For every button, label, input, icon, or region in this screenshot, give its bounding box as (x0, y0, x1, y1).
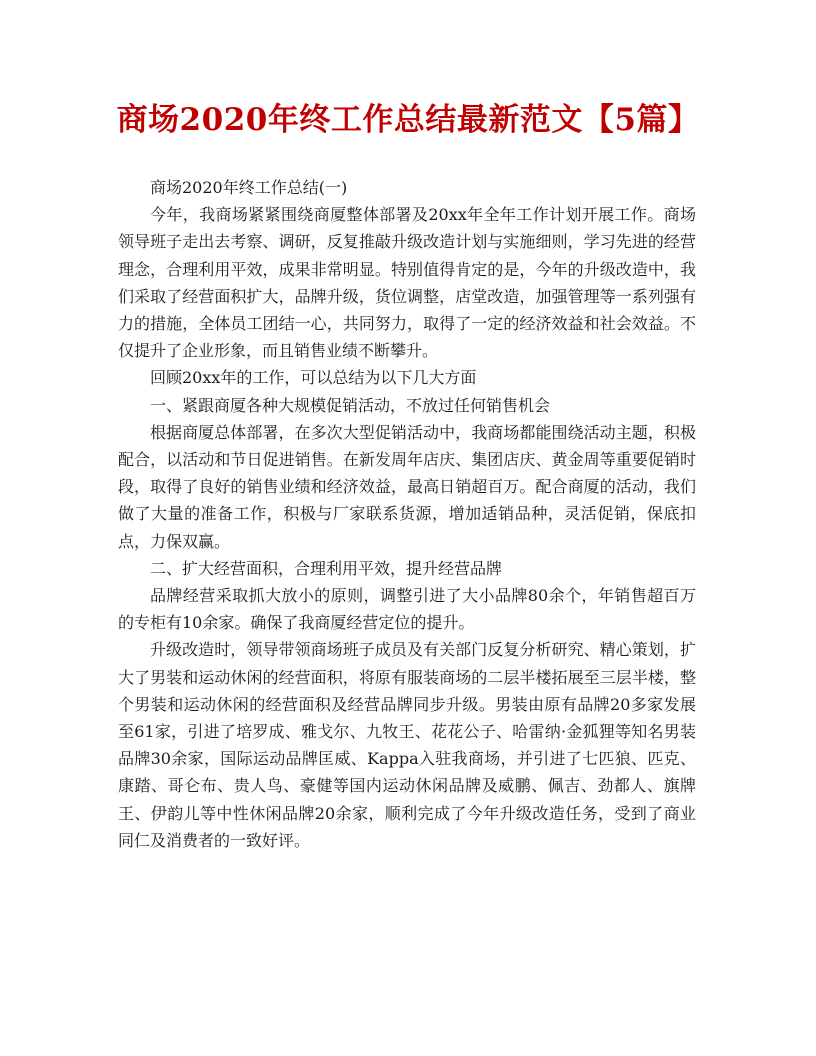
document-body (118, 174, 696, 854)
body-paragraph: 回顾20xx年的工作，可以总结为以下几大方面 (150, 368, 477, 388)
document-title: 商场2020年终工作总结最新范文【5篇】 (116, 102, 700, 138)
body-paragraph: 根据商厦总体部署，在多次大型促销活动中，我商场都能围绕活动主题，积极配合，以活动和节日促进销售。在新发周年店庆、集团店庆、黄金周等重要促销时段，取得了良好的销售业绩和经济效益，最高日销超百万。配合商厦的活动，我们做了大量的准备工作，积极与厂家联系货源，增加适销品种，灵活促销，保底扣点，力保双赢。 (118, 422, 696, 551)
section-heading: 商场2020年终工作总结(一) (150, 178, 348, 197)
body-paragraph: 今年，我商场紧紧围绕商厦整体部署及20xx年全年工作计划开展工作。商场领导班子走出去考察、调研，反复推敲升级改造计划与实施细则，学习先进的经营理念，合理利用平效，成果非常明显。特别值得肯定的是，今年的升级改造中，我们采取了经营面积扩大，品牌升级，货位调整，店堂改造，加强管理等一系列强有力的措施，全体员工团结一心，共同努力，取得了一定的经济效益和社会效益。不仅提升了企业形象，而且销售业绩不断攀升。 (118, 205, 696, 361)
body-paragraph: 品牌经营采取抓大放小的原则，调整引进了大小品牌80余个，年销售超百万的专柜有10余家。确保了我商厦经营定位的提升。 (118, 586, 696, 633)
subheading: 一、紧跟商厦各种大规模促销活动，不放过任何销售机会 (150, 395, 551, 415)
subheading: 二、扩大经营面积，合理利用平效，提升经营品牌 (150, 558, 503, 578)
body-paragraph: 升级改造时，领导带领商场班子成员及有关部门反复分析研究、精心策划，扩大了男装和运动休闲的经营面积，将原有服装商场的二层半楼拓展至三层半楼，整个男装和运动休闲的经营面积及经营品牌同步升级。男装由原有品牌20多家发展至61家，引进了培罗成、雅戈尔、九牧王、花花公子、哈雷纳·金狐狸等知名男装品牌30余家，国际运动品牌匡威、Kappa入驻我商场，并引进了七匹狼、匹克、康踏、哥仑布、贵人鸟、豪健等国内运动休闲品牌及威鹏、佩吉、劲都人、旗牌王、伊韵儿等中性休闲品牌20余家，顺利完成了今年升级改造任务，受到了商业同仁及消费者的一致好评。 (118, 640, 696, 850)
